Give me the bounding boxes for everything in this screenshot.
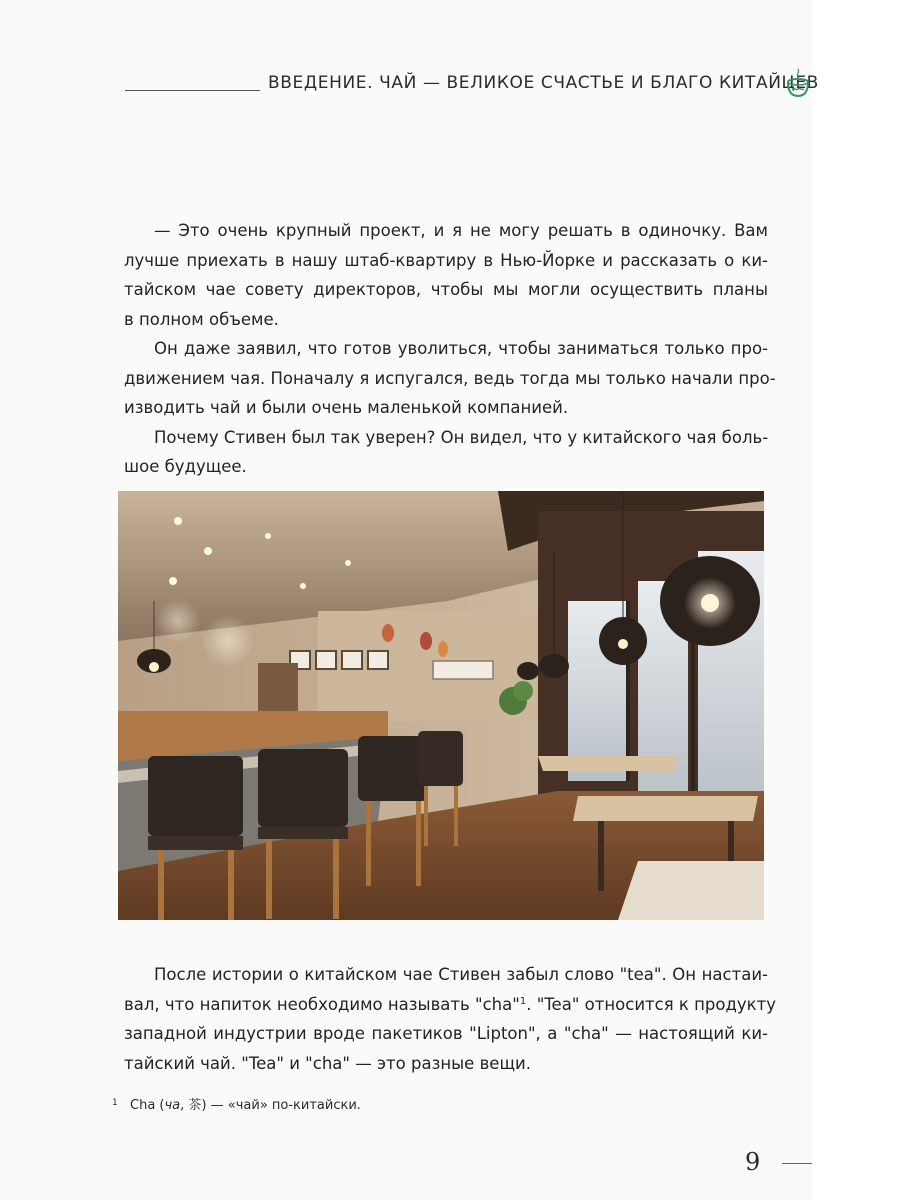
footnote xyxy=(112,1094,361,1113)
text-segment: вал, что напиток необходимо называть "cha" xyxy=(124,994,520,1014)
text-line: Почему Стивен был так уверен? Он видел, что у китайского чая боль- xyxy=(154,427,769,447)
page-margin xyxy=(812,0,900,1200)
footnote-mark: 1 xyxy=(112,1098,118,1108)
text-line xyxy=(124,990,776,1020)
text-line: в полном объеме. xyxy=(124,309,279,329)
text-line: шое будущее. xyxy=(124,457,247,476)
footnote-reference[interactable]: 1 xyxy=(519,995,527,1007)
text-line: — Это очень крупный проект, и я не могу решать в одиночку. Вам xyxy=(154,221,768,240)
body-text-bottom xyxy=(124,960,776,1078)
restaurant-photo xyxy=(118,491,764,920)
header-rule xyxy=(125,90,260,91)
text-line: изводить чай и были очень маленькой компанией. xyxy=(124,398,569,417)
footnote-separator: , xyxy=(180,1098,189,1113)
body-text-top xyxy=(124,216,776,482)
footnote-text-prefix: Cha ( xyxy=(130,1098,165,1113)
text-line: После истории о китайском чае Стивен забыл слово "tea". Он настаи- xyxy=(154,965,768,984)
page-number: 9 xyxy=(745,1148,761,1176)
text-line: движением чая. Поначалу я испугался, ведь тогда мы только начали про- xyxy=(124,368,776,388)
text-line: лучше приехать в нашу штаб-квартиру в Нью-Йорке и рассказать о ки- xyxy=(124,250,768,270)
page-number-rule xyxy=(782,1163,812,1164)
teacup-icon xyxy=(782,66,812,102)
footnote-hanzi: 茶 xyxy=(188,1098,202,1113)
text-line: тайском чае совету директоров, чтобы мы могли осуществить планы xyxy=(124,280,768,299)
text-segment: . "Tea" относится к продукту xyxy=(526,994,776,1014)
footnote-text-suffix: ) — «чай» по-китайски. xyxy=(201,1098,361,1113)
text-line: Он даже заявил, что готов уволиться, чтобы заниматься только про- xyxy=(154,339,768,358)
footnote-pinyin: чa xyxy=(164,1098,181,1113)
running-head: ВВЕДЕНИЕ. ЧАЙ — ВЕЛИКОЕ СЧАСТЬЕ И БЛАГО КИТАЙЦЕВ xyxy=(268,73,819,93)
text-line: западной индустрии вроде пакетиков "Lipton", а "cha" — настоящий ки- xyxy=(124,1024,768,1043)
text-line: тайский чай. "Tea" и "cha" — это разные вещи. xyxy=(124,1053,531,1073)
